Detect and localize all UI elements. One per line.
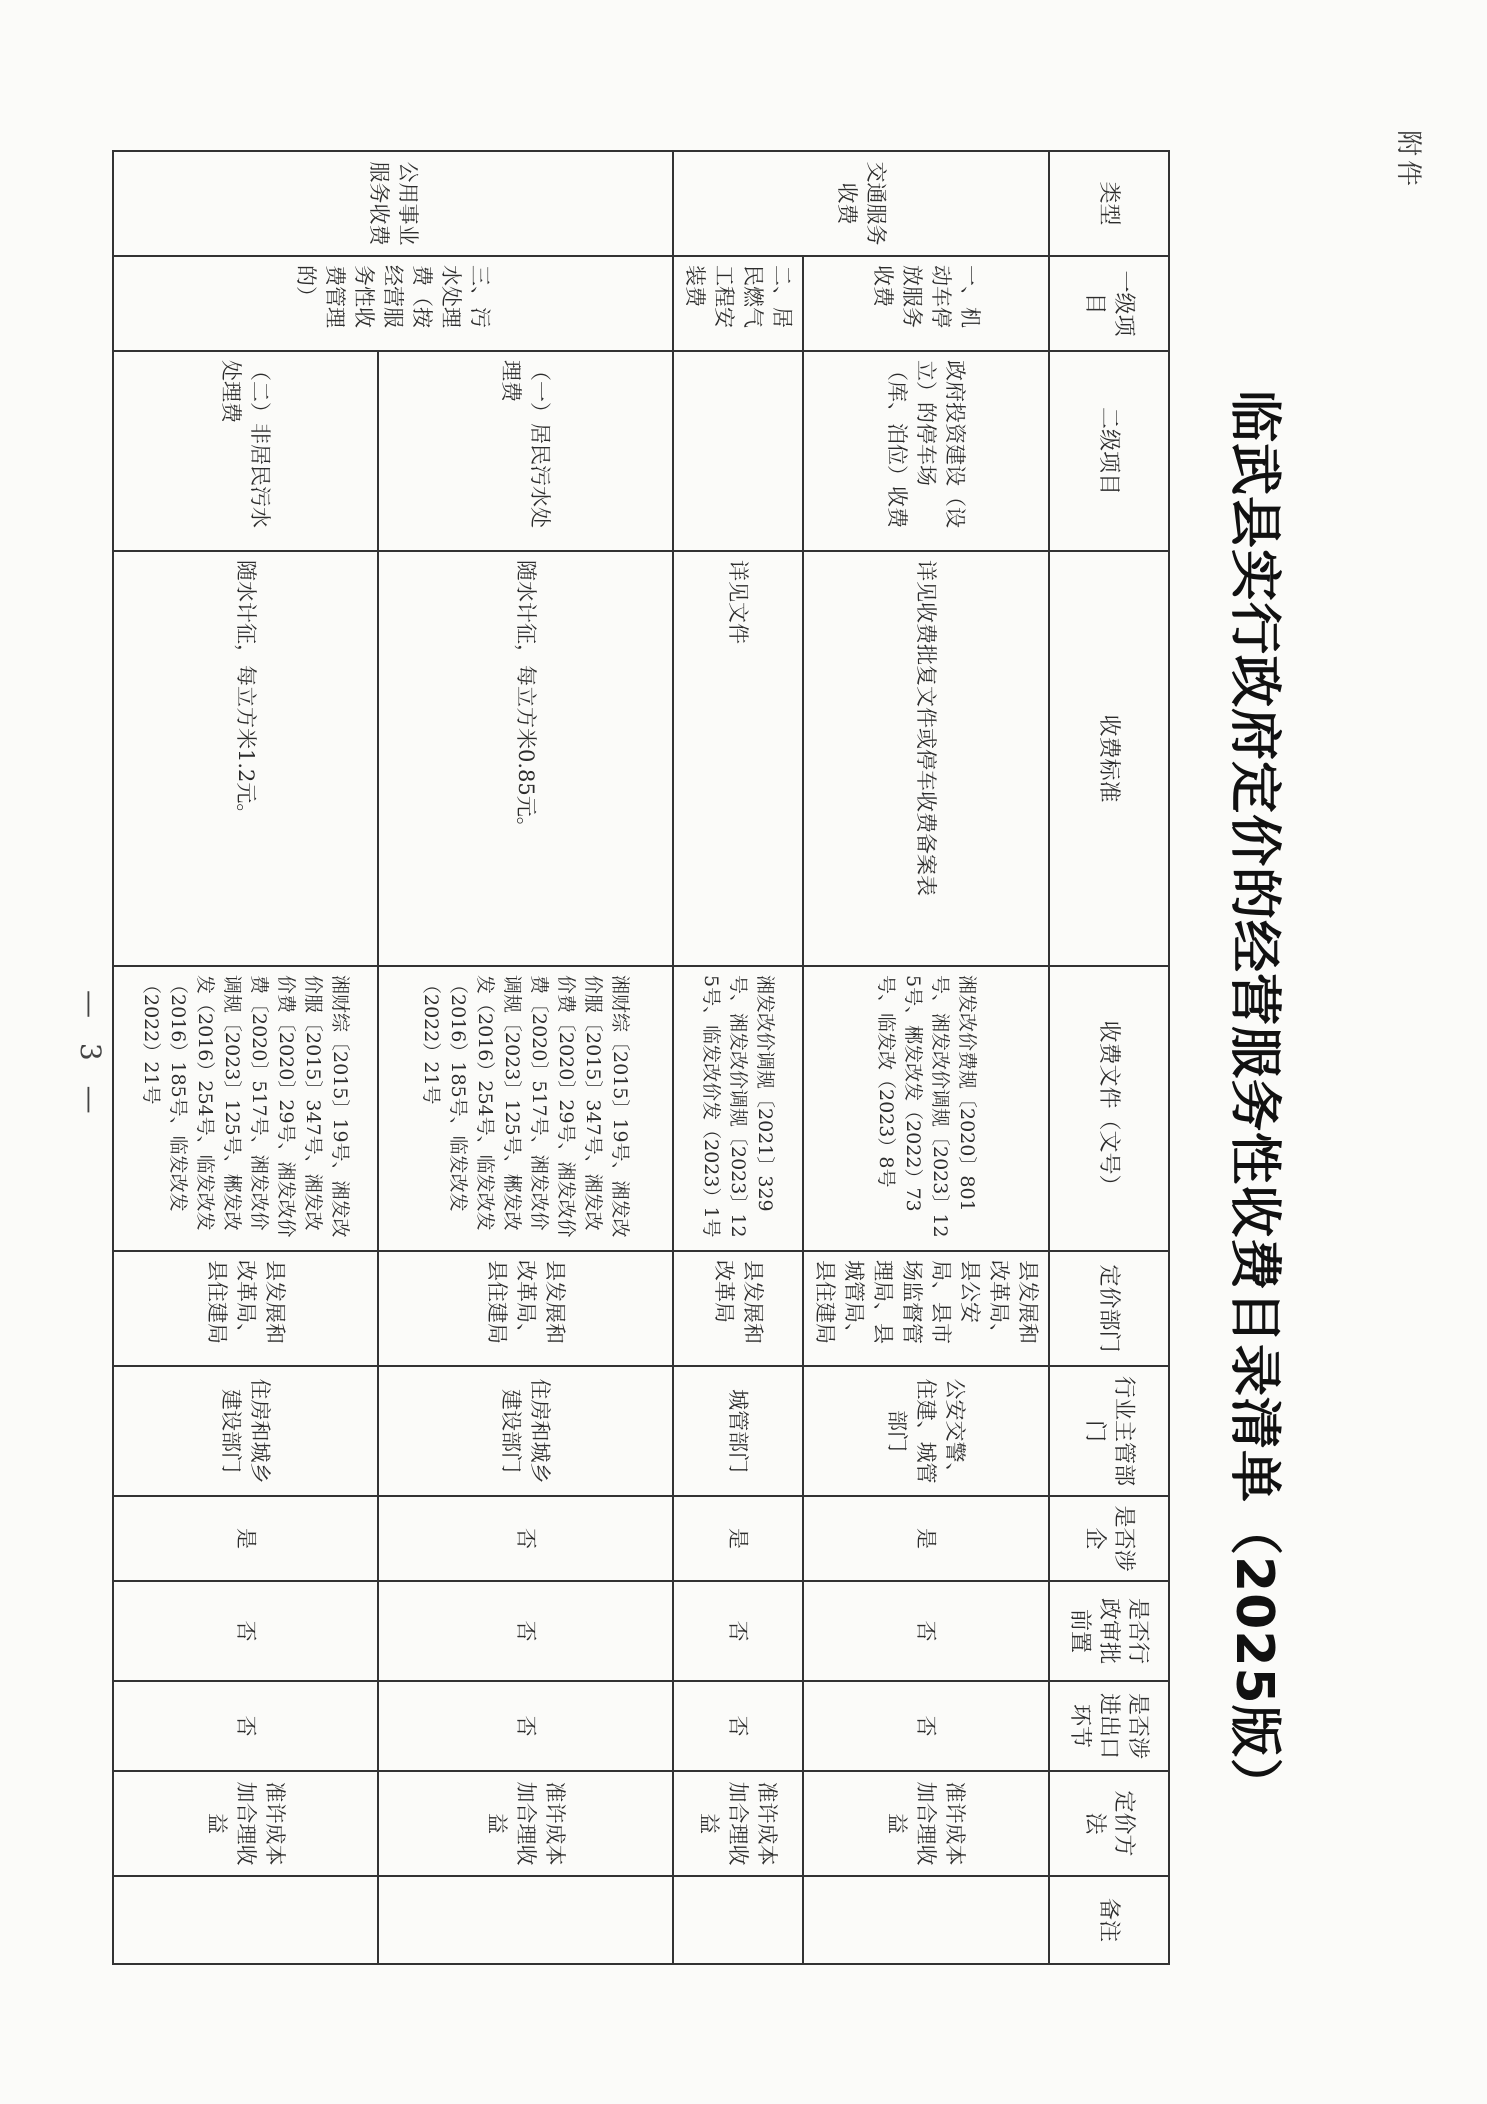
- standard-cell: 随水计征，每立方米1.2元。: [113, 551, 378, 966]
- page-number: — 3 —: [74, 990, 107, 1122]
- admin-approval-cell: 否: [803, 1581, 1049, 1681]
- header-cell: 收费标准: [1049, 551, 1169, 966]
- level1-cell: 一、机动车停放服务收费: [803, 256, 1049, 351]
- supervisor-cell: 住房和城乡建设部门: [113, 1366, 378, 1496]
- admin-approval-cell: 否: [113, 1581, 378, 1681]
- table-header-row: [1049, 151, 1169, 1964]
- table-row: [803, 151, 1049, 1964]
- header-cell: 收费文件（文号）: [1049, 966, 1169, 1251]
- enterprise-cell: 是: [803, 1496, 1049, 1581]
- header-cell: 一级项目: [1049, 256, 1169, 351]
- method-cell: 准许成本加合理收益: [113, 1771, 378, 1876]
- docs-cell: 湘发改价调规〔2021〕329号、湘发改价调规〔2023〕125号、临发改价发（2023）1号: [673, 966, 803, 1251]
- standard-cell: 详见文件: [673, 551, 803, 966]
- header-cell: 是否涉企: [1049, 1496, 1169, 1581]
- level2-cell: [673, 351, 803, 551]
- import-export-cell: 否: [673, 1681, 803, 1771]
- remark-cell: [113, 1876, 378, 1964]
- remark-cell: [673, 1876, 803, 1964]
- enterprise-cell: 是: [673, 1496, 803, 1581]
- table-row: [378, 151, 673, 1964]
- method-cell: 准许成本加合理收益: [378, 1771, 673, 1876]
- header-cell: 是否行政审批前置: [1049, 1581, 1169, 1681]
- header-cell: 定价方法: [1049, 1771, 1169, 1876]
- level2-cell: （一）居民污水处理费: [378, 351, 673, 551]
- enterprise-cell: 否: [378, 1496, 673, 1581]
- supervisor-cell: 城管部门: [673, 1366, 803, 1496]
- remark-cell: [803, 1876, 1049, 1964]
- docs-cell: 湘财综〔2015〕19号、湘发改价服〔2015〕347号、湘发改价费〔2020〕29号、湘发改价费〔2020〕517号、湘发改价调规〔2023〕125号、郴发改发（2016）254号、临发改发（2016）185号、临发改发（2022）21号: [113, 966, 378, 1251]
- table-row: [113, 151, 378, 1964]
- header-cell: 类型: [1049, 151, 1169, 256]
- import-export-cell: 否: [113, 1681, 378, 1771]
- remark-cell: [378, 1876, 673, 1964]
- import-export-cell: 否: [803, 1681, 1049, 1771]
- method-cell: 准许成本加合理收益: [803, 1771, 1049, 1876]
- enterprise-cell: 是: [113, 1496, 378, 1581]
- level2-cell: （二）非居民污水处理费: [113, 351, 378, 551]
- pricing-dept-cell: 县发展和改革局、县住建局: [378, 1251, 673, 1366]
- admin-approval-cell: 否: [378, 1581, 673, 1681]
- category-cell: 公用事业服务收费: [113, 151, 673, 256]
- docs-cell: 湘财综〔2015〕19号、湘发改价服〔2015〕347号、湘发改价费〔2020〕29号、湘发改价费〔2020〕517号、湘发改价调规〔2023〕125号、郴发改发（2016）254号、临发改发（2016）185号、临发改发（2022）21号: [378, 966, 673, 1251]
- page-title: 临武县实行政府定价的经营服务性收费目录清单（2025版）: [1224, 390, 1284, 1811]
- attachment-label: 附件: [1393, 130, 1423, 191]
- pricing-dept-cell: 县发展和改革局: [673, 1251, 803, 1366]
- pricing-dept-cell: 县发展和改革局、县公安局、县市场监督管理局、县城管局、县住建局: [803, 1251, 1049, 1366]
- pricing-dept-cell: 县发展和改革局、县住建局: [113, 1251, 378, 1366]
- category-cell: 交通服务收费: [673, 151, 1049, 256]
- header-cell: 行业主管部门: [1049, 1366, 1169, 1496]
- standard-cell: 随水计征，每立方米0.85元。: [378, 551, 673, 966]
- supervisor-cell: 公安交警、住建、城管部门: [803, 1366, 1049, 1496]
- fee-catalog-table: [112, 150, 1170, 1965]
- import-export-cell: 否: [378, 1681, 673, 1771]
- level1-cell: 三、污水处理费（按经营服务性收费管理的）: [113, 256, 673, 351]
- docs-cell: 湘发改价费规〔2020〕801号、湘发改价调规〔2023〕125号、郴发改发（2022）73号、临发改（2023）8号: [803, 966, 1049, 1251]
- header-cell: 是否涉进出口环节: [1049, 1681, 1169, 1771]
- table-row: [673, 151, 803, 1964]
- header-cell: 备注: [1049, 1876, 1169, 1964]
- level1-cell: 二、居民燃气工程安装费: [673, 256, 803, 351]
- standard-cell: 详见收费批复文件或停车收费备案表: [803, 551, 1049, 966]
- admin-approval-cell: 否: [673, 1581, 803, 1681]
- header-cell: 定价部门: [1049, 1251, 1169, 1366]
- level2-cell: 政府投资建设（设立）的停车场（库、泊位）收费: [803, 351, 1049, 551]
- header-cell: 二级项目: [1049, 351, 1169, 551]
- supervisor-cell: 住房和城乡建设部门: [378, 1366, 673, 1496]
- method-cell: 准许成本加合理收益: [673, 1771, 803, 1876]
